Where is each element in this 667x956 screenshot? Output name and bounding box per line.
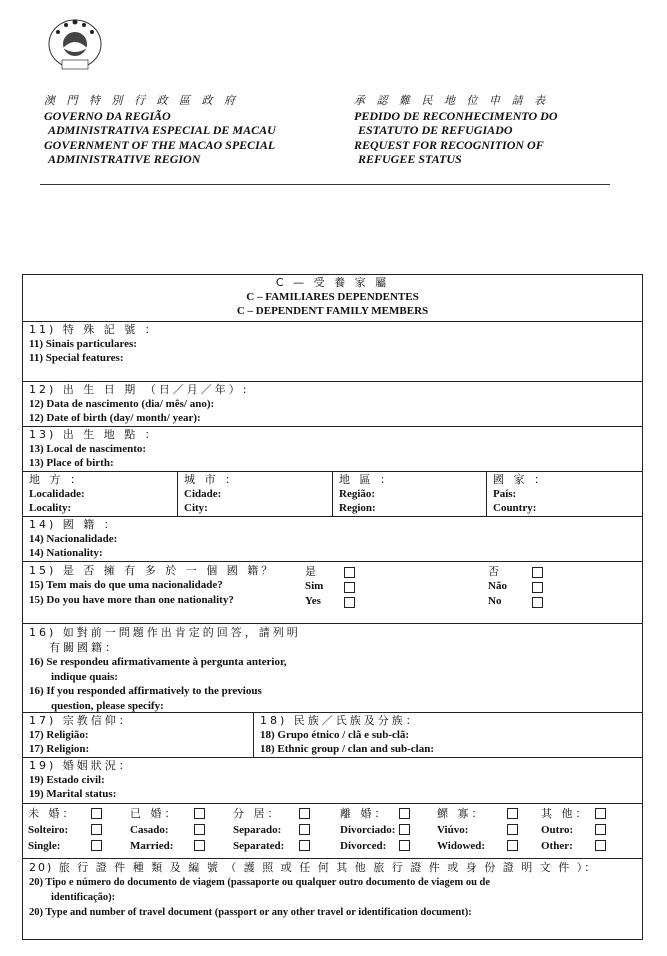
label-en: Divorced: (340, 840, 387, 852)
form-title-line: REQUEST FOR RECOGNITION OF (354, 137, 544, 152)
label-en: 16) If you responded affirmatively to the previous (29, 685, 262, 697)
no-labels (488, 564, 507, 609)
label-zh: 國 家 ： (493, 473, 548, 486)
label-pt: indique quais: (51, 670, 118, 683)
label-zh: 其 他： (541, 807, 590, 820)
label-en: Single: (28, 840, 61, 852)
no-checkbox[interactable] (532, 567, 543, 578)
label-zh: 地 區 ： (339, 473, 394, 486)
issuer-line: ADMINISTRATIVA ESPECIAL DE MACAU (48, 123, 276, 137)
label-pt: 19) Estado civil: (29, 774, 105, 786)
marital-checkbox[interactable] (595, 824, 606, 835)
header-divider (40, 184, 610, 185)
marital-checkbox[interactable] (507, 840, 518, 851)
label-zh: 12) 出 生 日 期 （日／月／年）: (29, 383, 250, 396)
label-zh: 14) 國 籍 ： (29, 518, 118, 531)
label-pt: 12) Data de nascimento (dia/ mês/ ano): (29, 398, 215, 410)
label-pt: Separado: (233, 824, 282, 836)
marital-option-labels (437, 806, 486, 854)
religion-ethnic-row (23, 712, 642, 757)
section-title-en: C – DEPENDENT FAMILY MEMBERS (236, 305, 429, 317)
form-title-block (354, 94, 557, 167)
label-en: 17) Religion: (29, 743, 90, 755)
yes-en: Yes (305, 595, 321, 607)
label-en: City: (184, 502, 208, 514)
form-title-line: PEDIDO DE RECONHECIMENTO DO (354, 108, 558, 123)
marital-checkbox[interactable] (507, 824, 518, 835)
field-date-of-birth[interactable] (23, 381, 642, 426)
label-zh: 15) 是 否 擁 有 多 於 一 個 國 籍？ (29, 564, 276, 577)
label-pt: Divorciado: (340, 824, 396, 836)
label-pt: Região: (339, 488, 376, 500)
label-pt: País: (493, 488, 517, 500)
field-religion[interactable] (23, 713, 253, 757)
label-zh: 鰥 寡： (437, 807, 486, 820)
label-zh: 16) 如對前一問題作出肯定的回答，請列明 (29, 626, 301, 639)
label-en: 11) Special features: (29, 352, 124, 364)
label-zh: 19) 婚姻狀況： (29, 759, 133, 772)
marital-checkbox[interactable] (194, 840, 205, 851)
label-pt: 13) Local de nascimento: (29, 443, 147, 455)
yes-checkbox[interactable] (344, 567, 355, 578)
form-title-chinese: 承 認 難 民 地 位 申 請 表 (354, 94, 549, 107)
marital-checkbox[interactable] (194, 808, 205, 819)
marital-checkbox[interactable] (595, 808, 606, 819)
field-special-features[interactable] (23, 321, 642, 381)
no-zh: 否 (488, 565, 502, 578)
marital-checkbox[interactable] (194, 824, 205, 835)
label-zh: 11) 特 殊 記 號 ： (29, 323, 159, 336)
label-pt: 15) Tem mais do que uma nacionalidade? (29, 579, 223, 591)
field-country[interactable] (486, 472, 642, 516)
marital-option-labels (233, 806, 284, 854)
field-nationality[interactable] (23, 516, 642, 561)
marital-checkbox[interactable] (399, 808, 410, 819)
place-details-row (23, 471, 642, 516)
label-pt: 18) Grupo étnico / clã e sub-clã: (260, 729, 410, 741)
marital-options-row (23, 803, 642, 858)
marital-checkbox[interactable] (299, 824, 310, 835)
label-zh: 已 婚： (130, 807, 179, 820)
label-en: 12) Date of birth (day/ month/ year): (29, 412, 201, 424)
field-place-of-birth[interactable] (23, 426, 642, 471)
marital-checkbox[interactable] (91, 808, 102, 819)
dependent-family-form (22, 274, 643, 940)
label-en: 13) Place of birth: (29, 457, 114, 469)
label-pt: Cidade: (184, 488, 222, 500)
yes-labels (305, 564, 323, 609)
macau-emblem (44, 18, 106, 72)
marital-checkbox[interactable] (91, 824, 102, 835)
label-zh: 13) 出 生 地 點 ： (29, 428, 159, 441)
label-zh: 分 居： (233, 807, 282, 820)
field-travel-document[interactable] (23, 858, 642, 939)
label-en: 15) Do you have more than one nationality? (29, 594, 234, 606)
label-en: question, please specify: (51, 699, 164, 712)
label-pt: 16) Se respondeu afirmativamente à pergunta anterior, (29, 656, 287, 668)
section-title-zh: C — 受 養 家 屬 (275, 276, 390, 289)
yes-pt: Sim (305, 580, 324, 592)
field-city[interactable] (177, 472, 332, 516)
label-pt: Solteiro: (28, 824, 69, 836)
label-en: 18) Ethnic group / clan and sub-clan: (260, 743, 435, 755)
marital-option-labels (28, 806, 77, 854)
label-en: Separated: (233, 840, 285, 852)
label-pt: 11) Sinais particulares: (29, 338, 137, 350)
label-zh: 20) 旅 行 證 件 種 類 及 編 號 （ 護 照 或 任 何 其 他 旅 行 證 件 或 身 份 證 明 文 件 ）： (29, 861, 598, 874)
label-en: Region: (339, 502, 376, 514)
no-checkbox[interactable] (532, 597, 543, 608)
form-title-line: ESTATUTO DE REFUGIADO (358, 123, 513, 137)
marital-checkbox[interactable] (595, 840, 606, 851)
label-en: Locality: (29, 502, 72, 514)
label-pt: Casado: (130, 824, 169, 836)
issuer-chinese: 澳 門 特 別 行 政 區 政 府 (44, 94, 239, 107)
no-pt: Não (488, 580, 507, 592)
label-pt: 14) Nacionalidade: (29, 533, 118, 545)
label-zh: 城 市 ： (184, 473, 239, 486)
label-pt: 20) Tipo e número do documento de viagem (passaporte ou qualquer outro documento de viagem ou de (29, 877, 491, 888)
marital-checkbox[interactable] (299, 840, 310, 851)
field-region[interactable] (332, 472, 486, 516)
label-pt: Viúvo: (437, 824, 469, 836)
label-pt: Outro: (541, 824, 574, 836)
field-multiple-nationality (23, 561, 642, 623)
label-pt: Localidade: (29, 488, 85, 500)
marital-option-labels (340, 806, 395, 854)
marital-checkbox[interactable] (399, 840, 410, 851)
marital-checkbox[interactable] (507, 808, 518, 819)
label-en: Married: (130, 840, 174, 852)
marital-option-labels (130, 806, 179, 854)
label-en: 19) Marital status: (29, 788, 117, 800)
label-zh: 17) 宗教信仰： (29, 714, 133, 727)
form-title-line: REFUGEE STATUS (358, 152, 462, 166)
label-pt: identificação): (51, 892, 116, 903)
label-en: Country: (493, 502, 537, 514)
no-checkbox[interactable] (532, 582, 543, 593)
marital-checkbox[interactable] (399, 824, 410, 835)
yes-zh: 是 (305, 565, 319, 578)
field-ethnic-group[interactable] (253, 713, 642, 757)
marital-option-labels (541, 806, 590, 854)
no-en: No (488, 595, 502, 607)
label-zh: 18) 民族／氏族及分族： (260, 714, 420, 727)
section-title-pt: C – FAMILIARES DEPENDENTES (246, 291, 419, 303)
issuer-line: ADMINISTRATIVE REGION (48, 152, 201, 166)
label-pt: 17) Religião: (29, 729, 89, 741)
label-zh: 地 方 ： (29, 473, 84, 486)
field-locality[interactable] (23, 472, 177, 516)
yes-checkbox[interactable] (344, 597, 355, 608)
marital-checkbox[interactable] (299, 808, 310, 819)
issuer-line: GOVERNO DA REGIÃO (44, 108, 171, 123)
label-en: Other: (541, 840, 573, 852)
label-zh: 離 婚： (340, 807, 389, 820)
section-heading (23, 275, 642, 321)
issuer-block (44, 94, 276, 167)
field-marital-status (23, 757, 642, 803)
field-other-nationalities[interactable] (23, 623, 642, 712)
yes-checkbox[interactable] (344, 582, 355, 593)
issuer-line: GOVERNMENT OF THE MACAO SPECIAL (44, 137, 276, 152)
label-en: 14) Nationality: (29, 547, 103, 559)
marital-checkbox[interactable] (91, 840, 102, 851)
label-zh: 有關國籍： (49, 640, 119, 654)
label-en: Widowed: (437, 840, 486, 852)
label-zh: 未 婚： (28, 807, 77, 820)
label-en: 20) Type and number of travel document (passport or any other travel or identification document): (29, 907, 472, 918)
